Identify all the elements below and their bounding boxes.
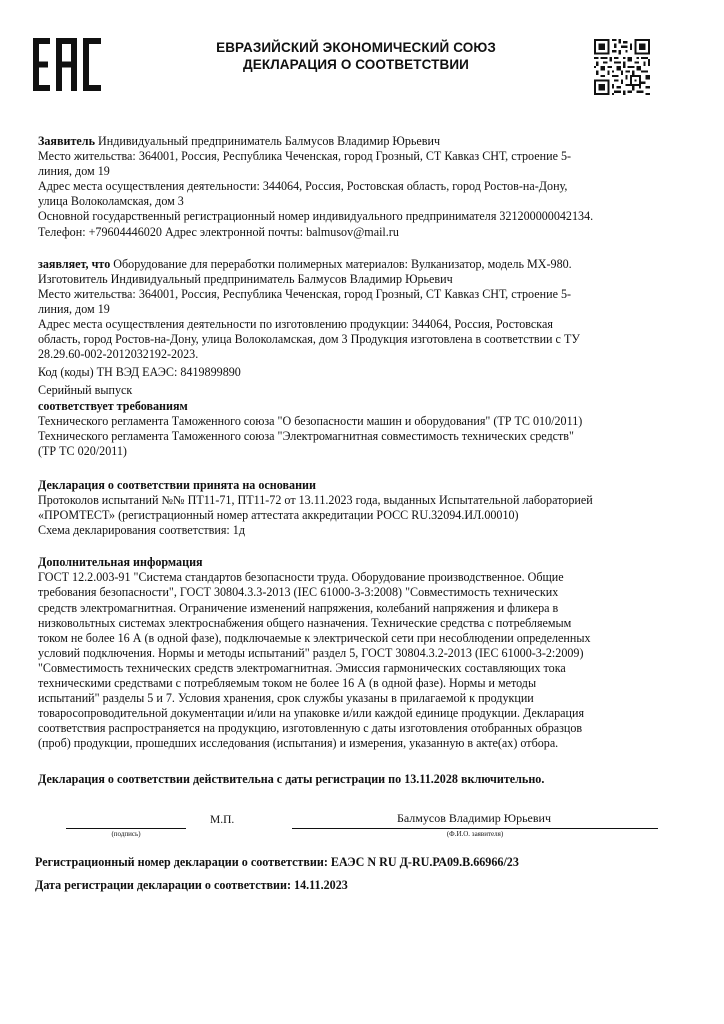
applicant-label: Заявитель — [38, 134, 95, 148]
applicant-activity-1: Адрес места осуществления деятельности: 344064, Россия, Ростовская область, город Ростов-на-Дону, — [38, 179, 568, 194]
manufacturer-residence-1: Место жительства: 364001, Россия, Республика Чеченская, город Грозный, СТ Кавказ СНТ, строение 5- — [38, 286, 572, 301]
signature-line — [66, 828, 186, 829]
applicant-fio: Балмусов Владимир Юрьевич — [396, 811, 551, 825]
additional-line: испытаний" разделы 5 и 7. Условия хранения, срок службы указаны в прилагаемой к продукции — [38, 691, 534, 706]
additional-title-text: Дополнительная информация — [38, 555, 203, 570]
additional-info-section — [38, 555, 668, 751]
production-address-3: 28.29.60-002-2012032192-2023. — [38, 347, 199, 362]
requirement-1: Технического регламента Таможенного союза "О безопасности машин и оборудования" (ТР ТС 010/2011) — [38, 413, 583, 428]
union-title: ЕВРАЗИЙСКИЙ ЭКОНОМИЧЕСКИЙ СОЮЗ — [216, 40, 496, 55]
requirement-2: Технического регламента Таможенного союза "Электромагнитная совместимость технических средств" — [38, 428, 574, 443]
document-header — [150, 39, 562, 73]
complies-label — [38, 399, 668, 414]
basis-title — [38, 478, 668, 493]
additional-line: низковольтных системах электроснабжения общего назначения. Технические средства с потребляемым — [38, 615, 572, 630]
signature-caption: (подпись) — [111, 830, 141, 838]
basis-line-1: Протоколов испытаний №№ ПТ11-71, ПТ11-72 от 13.11.2023 года, выданных Испытательной лабораторией — [38, 492, 593, 507]
basis-section — [38, 478, 668, 538]
production-address-1: Адрес места осуществления деятельности по изготовлению продукции: 344064, Россия, Ростовская — [38, 317, 553, 332]
fio-caption: (Ф.И.О. заявителя) — [446, 830, 504, 838]
additional-line: техническими средствами с потребляемым током не более 16 А (в одной фазе). Нормы и методы — [38, 676, 537, 690]
applicant-name: Индивидуальный предприниматель Балмусов Владимир Юрьевич — [94, 134, 441, 148]
production-address-2: область, город Ростов-на-Дону, улица Волоколамская, дом 3 Продукция изготовлена в соответствии с ТУ — [38, 332, 580, 347]
stamp-mark: М.П. — [210, 814, 235, 826]
additional-line: средств электромагнитная. Ограничение изменений напряжения, колебаний напряжения и фликера в — [38, 600, 559, 615]
declaration-scheme: Схема декларирования соответствия: 1д — [38, 523, 246, 538]
additional-line: "Совместимость технических средств электромагнитная. Эмиссия гармонических составляющих тока — [38, 660, 566, 675]
declaration-body — [38, 134, 668, 788]
serial-release: Серийный выпуск — [38, 383, 133, 398]
hs-code: Код (коды) ТН ВЭД ЕАЭС: 8419899890 — [38, 365, 241, 380]
additional-line: соответствия распространяется на продукцию, изготовленную с даты изготовления отобранных образцов — [38, 721, 583, 736]
requirement-3: (ТР ТС 020/2011) — [38, 443, 127, 458]
declares-line — [38, 257, 668, 272]
eac-logo — [33, 38, 101, 91]
basis-line-2: «ПРОМТЕСТ» (регистрационный номер аттестата аккредитации РОСС RU.32094.ИЛ.00010) — [38, 508, 519, 523]
document-title: ДЕКЛАРАЦИЯ О СООТВЕТСТВИИ — [243, 57, 469, 72]
fio-line — [292, 828, 658, 829]
applicant-residence-1: Место жительства: 364001, Россия, Республика Чеченская, город Грозный, СТ Кавказ СНТ, строение 5- — [38, 149, 572, 164]
manufacturer-residence-2: линия, дом 19 — [38, 301, 110, 316]
applicant-ogrn: Основной государственный регистрационный номер индивидуального предпринимателя 321200000042134. — [38, 209, 594, 224]
applicant-activity-2: улица Волоколамская, дом 3 — [38, 194, 184, 209]
additional-line: (проб) продукции, прошедших исследования (испытания) и измерения, указанную в акте(ах) отбора. — [38, 736, 559, 751]
basis-title-text: Декларация о соответствии принята на основании — [38, 477, 316, 492]
additional-line: током не более 16 А (в одной фазе), подключаемые к электрической сети при несоблюдении определенных — [38, 630, 591, 645]
validity-statement — [38, 772, 668, 787]
additional-line: ГОСТ 12.2.003-91 "Система стандартов безопасности труда. Оборудование производственное. Общие — [38, 570, 564, 585]
additional-line: требования безопасности", ГОСТ 30804.3.3-2013 (IEC 61000-3-3:2008) "Совместимость технических — [38, 585, 559, 600]
registration-number: Регистрационный номер декларации о соответствии: ЕАЭС N RU Д-RU.РА09.В.66966/23 — [35, 855, 519, 869]
product-name: Оборудование для переработки полимерных материалов: Вулканизатор, модель MX-980. — [110, 256, 572, 271]
declares-section — [38, 257, 668, 459]
applicant-line — [38, 134, 668, 149]
validity-text: Декларация о соответствии действительна с даты регистрации по 13.11.2028 включительно. — [38, 772, 545, 787]
registration-date: Дата регистрации декларации о соответствии: 14.11.2023 — [35, 878, 348, 892]
declares-label: заявляет, что — [38, 256, 111, 271]
additional-title — [38, 555, 668, 570]
applicant-residence-2: линия, дом 19 — [38, 164, 110, 179]
complies-label-text: соответствует требованиям — [38, 398, 188, 413]
manufacturer: Изготовитель Индивидуальный предприниматель Балмусов Владимир Юрьевич — [38, 271, 453, 286]
applicant-section — [38, 134, 668, 240]
applicant-contacts: Телефон: +79604446020 Адрес электронной почты: balmusov@mail.ru — [38, 224, 399, 239]
additional-line: товаросопроводительной документации и/или на упаковке и/или каждой единице продукции. Декларация — [38, 706, 585, 721]
additional-line: условий подключения. Нормы и методы испытаний" раздел 5, ГОСТ 30804.3.2-2013 (IEC 61000-3-2:2009) — [38, 645, 584, 660]
qr-code[interactable] — [594, 39, 650, 95]
